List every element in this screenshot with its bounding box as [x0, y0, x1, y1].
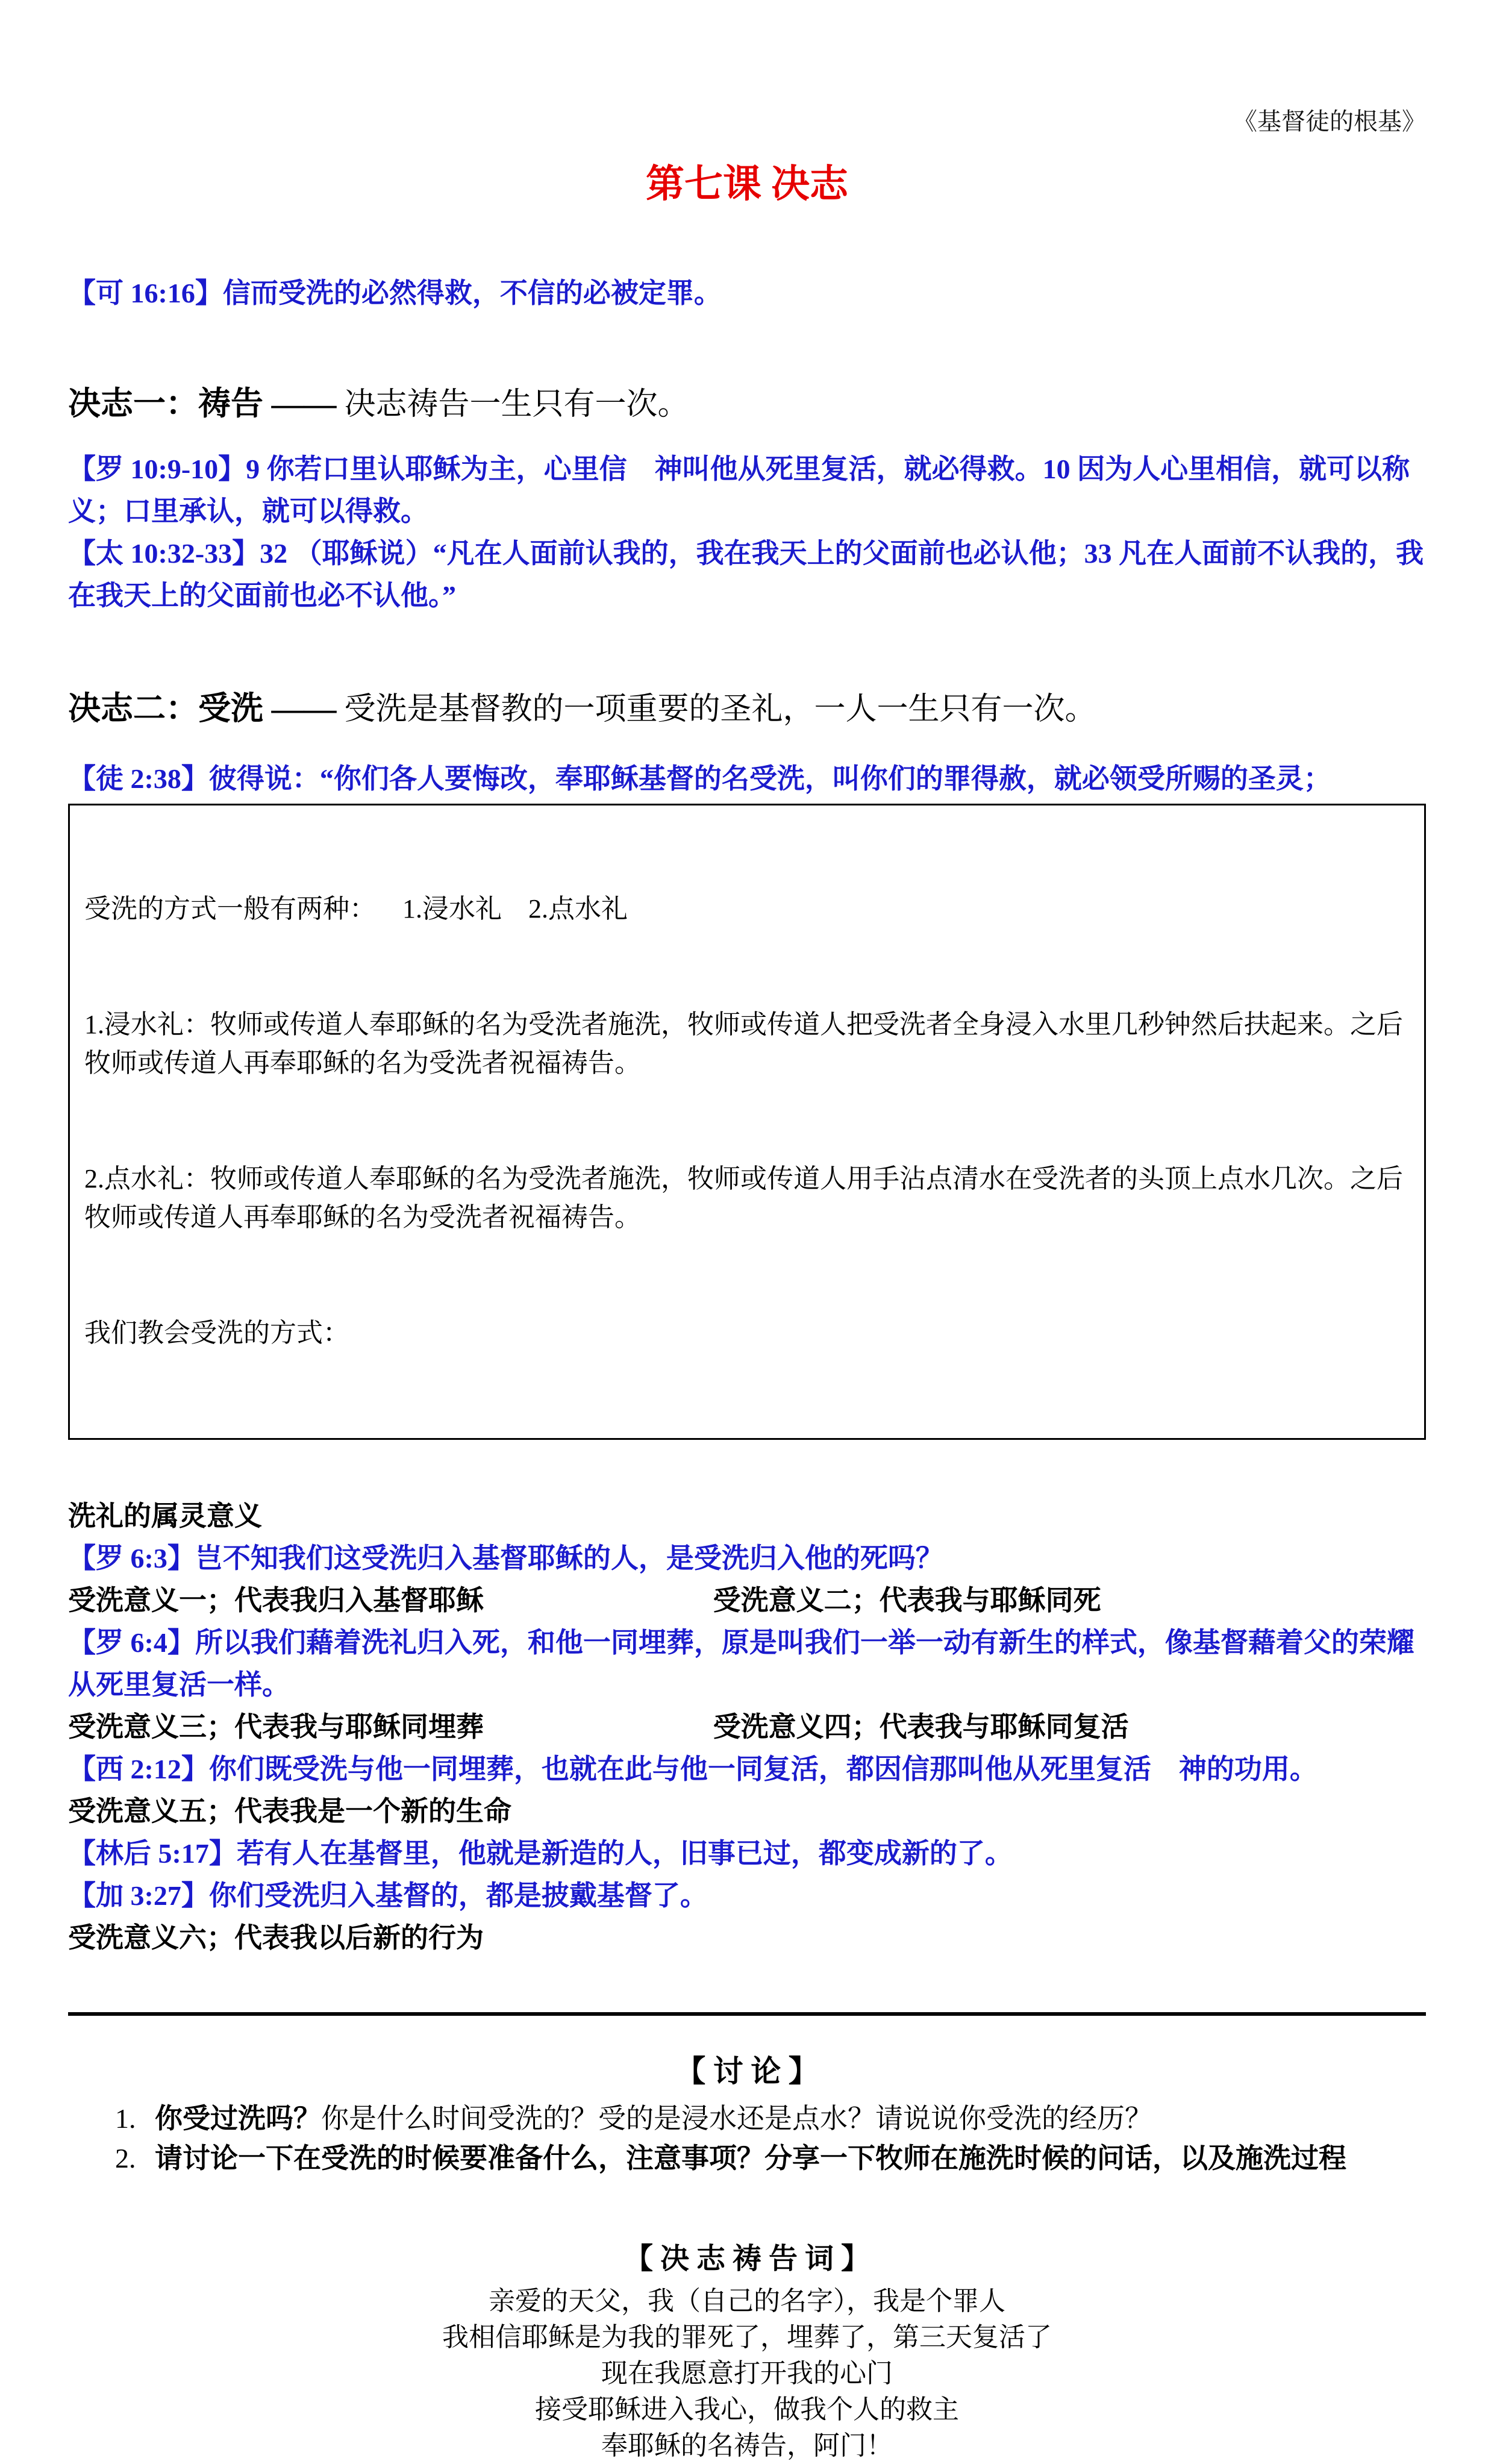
verse-matthew-10-32-33: 【太 10:32-33】32 （耶稣说）“凡在人面前认我的，我在我天上的父面前也必认他；33 凡在人面前不认我的，我在我天上的父面前也必不认他。”	[68, 538, 1424, 611]
section2-heading-rest: 受洗是基督教的一项重要的圣礼，一人一生只有一次。	[336, 692, 1096, 727]
baptism-methods-box	[68, 804, 1426, 1440]
box-line-sprinkling: 2.点水礼：牧师或传道人奉耶稣的名为受洗者施洗，牧师或传道人用手沾点清水在受洗者的头顶上点水几次。之后牧师或传道人再奉耶稣的名为受洗者祝福祷告。	[84, 1164, 1403, 1232]
discussion-item-1-text	[155, 2099, 1426, 2139]
meaning-5: 受洗意义五；代表我是一个新的生命	[68, 1796, 511, 1827]
section1-verses	[68, 448, 1426, 617]
book-title: 《基督徒的根基》	[1233, 108, 1426, 135]
verse-mark-16-16: 【可 16:16】信而受洗的必然得救，不信的必被定罪。	[68, 278, 722, 308]
verse-romans-10-9-10: 【罗 10:9-10】9 你若口里认耶稣为主，心里信 神叫他从死里复活，就必得救。10 因为人心里相信，就可以称义；口里承认，就可以得救。	[68, 454, 1410, 527]
prayer-line-2: 我相信耶稣是为我的罪死了，埋葬了，第三天复活了	[442, 2322, 1052, 2352]
prayer-text	[68, 2283, 1426, 2464]
section2-heading-bold: 决志二：受洗 ——	[68, 690, 337, 727]
meaning-heading: 洗礼的属灵意义	[68, 1501, 262, 1531]
prayer-line-1: 亲爱的天父，我（自己的名字），我是个罪人	[489, 2286, 1005, 2316]
section1-heading-bold: 决志一：祷告 ——	[68, 386, 337, 422]
verse-2corinthians-5-17: 【林后 5:17】若有人在基督里，他就是新造的人，旧事已过，都变成新的了。	[68, 1838, 1013, 1869]
verse-galatians-3-27: 【加 3:27】你们受洗归入基督的，都是披戴基督了。	[68, 1880, 708, 1911]
lesson-title: 第七课 决志	[646, 163, 848, 205]
meaning-1: 受洗意义一；代表我归入基督耶稣	[68, 1585, 484, 1616]
prayer-line-4: 接受耶稣进入我心，做我个人的救主	[535, 2395, 959, 2424]
section2-heading	[68, 687, 1426, 731]
verse-colossians-2-12: 【西 2:12】你们既受洗与他一同埋葬，也就在此与他一同复活，都因信那叫他从死里复活 神的功用。	[68, 1754, 1317, 1784]
spiritual-meaning-section	[68, 1495, 1426, 1959]
box-line-our-church: 我们教会受洗的方式：	[84, 1318, 349, 1348]
box-line-immersion: 1.浸水礼：牧师或传道人奉耶稣的名为受洗者施洗，牧师或传道人把受洗者全身浸入水里几秒钟然后扶起来。之后牧师或传道人再奉耶稣的名为受洗者祝福祷告。	[84, 1010, 1403, 1078]
box-line-methods: 受洗的方式一般有两种： 1.浸水礼 2.点水礼	[84, 894, 628, 924]
section-divider	[68, 2012, 1426, 2016]
discussion-list	[68, 2099, 1426, 2178]
running-header	[68, 0, 1426, 136]
meaning-row-2	[68, 1706, 1426, 1748]
section1-heading	[68, 382, 1426, 427]
discussion-item-1-number: 1.	[115, 2103, 136, 2134]
discussion-item-2-text: 请讨论一下在受洗的时候要准备什么，注意事项？分享一下牧师在施洗时候的问话，以及施洗过程	[155, 2143, 1346, 2174]
verse-acts-2-38: 【徒 2:38】彼得说：“你们各人要悔改，奉耶稣基督的名受洗，叫你们的罪得赦，就必领受所赐的圣灵；	[68, 763, 1331, 794]
discussion-item-1-lead: 你受过洗吗？	[155, 2103, 321, 2134]
discussion-heading: 【 讨 论 】	[675, 2054, 819, 2088]
verse-romans-6-3: 【罗 6:3】岂不知我们这受洗归入基督耶稣的人，是受洗归入他的死吗？	[68, 1543, 943, 1574]
meaning-2: 受洗意义二；代表我与耶稣同死	[713, 1585, 1101, 1616]
section1-heading-rest: 决志祷告一生只有一次。	[336, 387, 689, 422]
prayer-line-3: 现在我愿意打开我的心门	[601, 2359, 893, 2388]
verse-romans-6-4: 【罗 6:4】所以我们藉着洗礼归入死，和他一同埋葬，原是叫我们一举一动有新生的样式，像基督藉着父的荣耀从死里复活一样。	[68, 1627, 1414, 1700]
meaning-3: 受洗意义三；代表我与耶稣同埋葬	[68, 1712, 484, 1742]
discussion-item-2-number: 2.	[115, 2143, 136, 2174]
discussion-item-2	[68, 2139, 1426, 2178]
prayer-heading: 【 决 志 祷 告 词 】	[624, 2243, 870, 2275]
meaning-4: 受洗意义四；代表我与耶稣同复活	[713, 1712, 1129, 1742]
meaning-row-1	[68, 1580, 1426, 1622]
meaning-6: 受洗意义六；代表我以后新的行为	[68, 1922, 484, 1953]
prayer-line-5: 奉耶稣的名祷告，阿门！	[601, 2431, 893, 2460]
discussion-item-1-rest: 你是什么时间受洗的？受的是浸水还是点水？请说说你受洗的经历？	[321, 2103, 1152, 2134]
discussion-item-1	[68, 2099, 1426, 2139]
